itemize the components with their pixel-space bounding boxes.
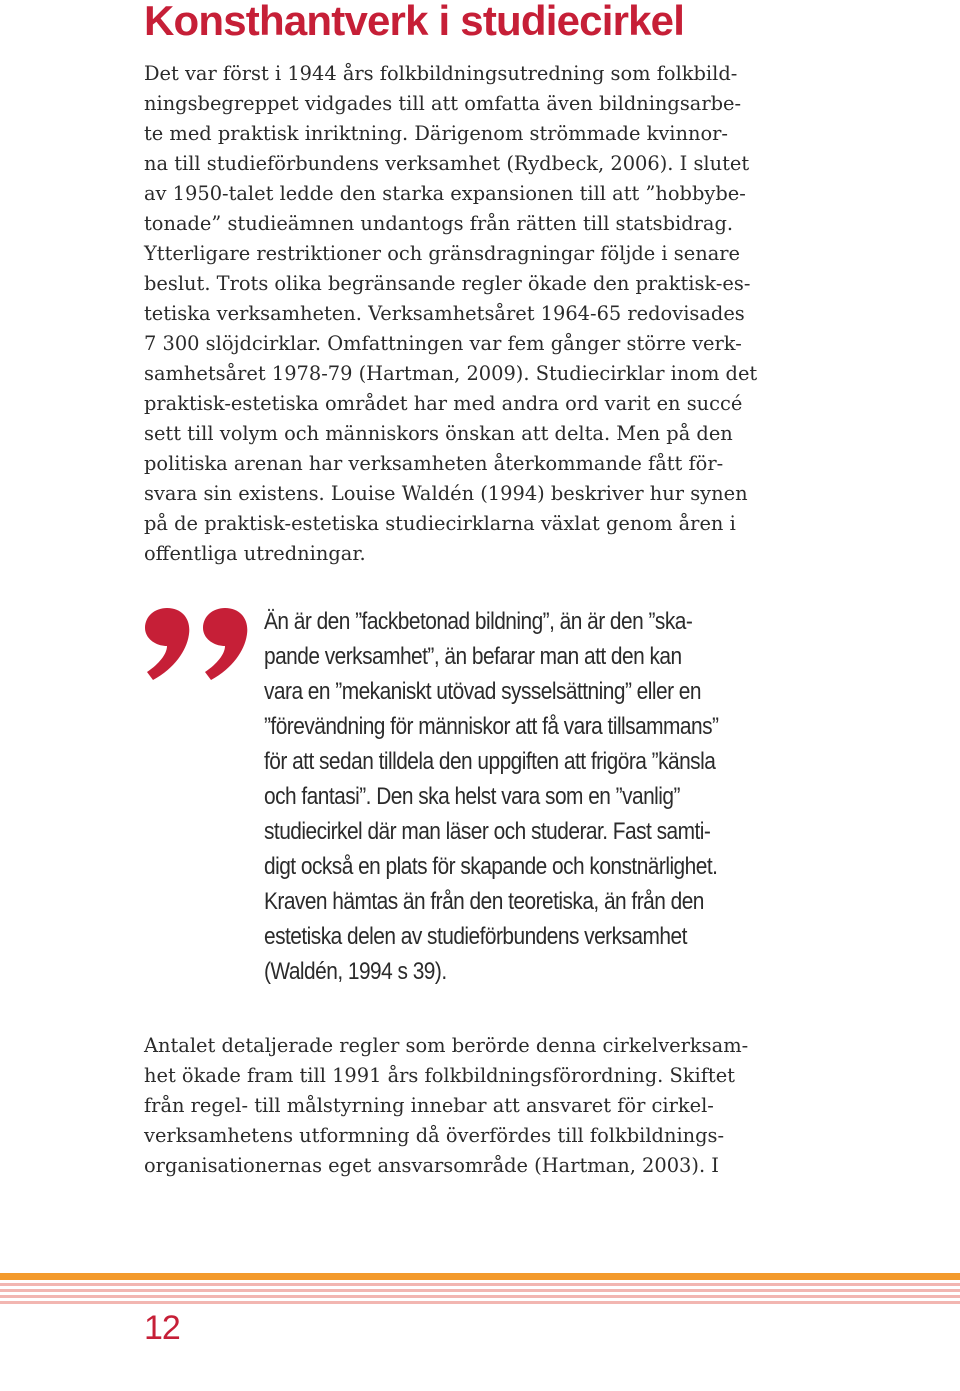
text-line: sett till volym och människors önskan att delta. Men på den	[144, 422, 733, 445]
text-line: politiska arenan har verksamheten återkommande fått för-	[144, 452, 724, 475]
text-line: samhetsåret 1978-79 (Hartman, 2009). Studiecirklar inom det	[144, 362, 758, 385]
text-line: offentliga utredningar.	[144, 542, 366, 565]
text-line: na till studieförbundens verksamhet (Rydbeck, 2006). I slutet	[144, 152, 750, 175]
text-line: tetiska verksamheten. Verksamhetsåret 1964-65 redovisades	[144, 302, 745, 325]
quote-line: digt också en plats för skapande och konstnärlighet.	[264, 853, 718, 880]
body-paragraph-1	[144, 59, 757, 569]
quote-line: pande verksamhet”, än befarar man att den kan	[264, 643, 682, 670]
quote-line: studiecirkel där man läser och studerar. Fast samti-	[264, 818, 711, 845]
text-line: praktisk-estetiska området har med andra ord varit en succé	[144, 392, 743, 415]
text-line: het ökade fram till 1991 års folkbildningsförordning. Skiftet	[144, 1064, 735, 1087]
text-line: ningsbegreppet vidgades till att omfatta även bildningsarbe-	[144, 92, 742, 115]
stripe-pink	[0, 1301, 960, 1304]
closing-double-quote-icon	[141, 606, 249, 682]
footer-stripe-band	[0, 1273, 960, 1305]
stripe-orange	[0, 1273, 960, 1280]
pull-quote	[264, 604, 786, 989]
quote-line: ”förevändning för människor att få vara tillsammans”	[264, 713, 719, 740]
stripe-pink	[0, 1283, 960, 1286]
text-line: organisationernas eget ansvarsområde (Hartman, 2003). I	[144, 1154, 719, 1177]
quote-line: Kraven hämtas än från den teoretiska, än från den	[264, 888, 704, 915]
text-line: beslut. Trots olika begränsande regler ökade den praktisk-es-	[144, 272, 751, 295]
quote-line: Än är den ”fackbetonad bildning”, än är den ”ska-	[264, 608, 693, 635]
quote-line: vara en ”mekaniskt utövad sysselsättning” eller en	[264, 678, 701, 705]
body-paragraph-2	[144, 1031, 748, 1181]
text-line: tonade” studieämnen undantogs från rätten till statsbidrag.	[144, 212, 734, 235]
text-line: Antalet detaljerade regler som berörde denna cirkelverksam-	[144, 1034, 749, 1057]
quote-line: (Waldén, 1994 s 39).	[264, 958, 447, 985]
text-line: Ytterligare restriktioner och gränsdragningar följde i senare	[144, 242, 740, 265]
text-line: 7 300 slöjdcirklar. Omfattningen var fem gånger större verk-	[144, 332, 742, 355]
text-line: på de praktisk-estetiska studiecirklarna växlat genom åren i	[144, 512, 736, 535]
text-line: av 1950-talet ledde den starka expansionen till att ”hobbybe-	[144, 182, 746, 205]
stripe-pink	[0, 1295, 960, 1298]
quote-line: för att sedan tilldela den uppgiften att frigöra ”känsla	[264, 748, 716, 775]
page-title: Konsthantverk i studiecirkel	[144, 0, 685, 44]
stripe-pink	[0, 1289, 960, 1292]
text-line: verksamhetens utformning då överfördes till folkbildnings-	[144, 1124, 725, 1147]
text-line: te med praktisk inriktning. Därigenom strömmade kvinnor-	[144, 122, 728, 145]
page-number: 12	[144, 1309, 180, 1347]
text-line: svara sin existens. Louise Waldén (1994) beskriver hur synen	[144, 482, 748, 505]
text-line: från regel- till målstyrning innebar att ansvaret för cirkel-	[144, 1094, 714, 1117]
text-line: Det var först i 1944 års folkbildningsutredning som folkbild-	[144, 62, 738, 85]
quote-line: estetiska delen av studieförbundens verksamhet	[264, 923, 687, 950]
quote-line: och fantasi”. Den ska helst vara som en ”vanlig”	[264, 783, 680, 810]
